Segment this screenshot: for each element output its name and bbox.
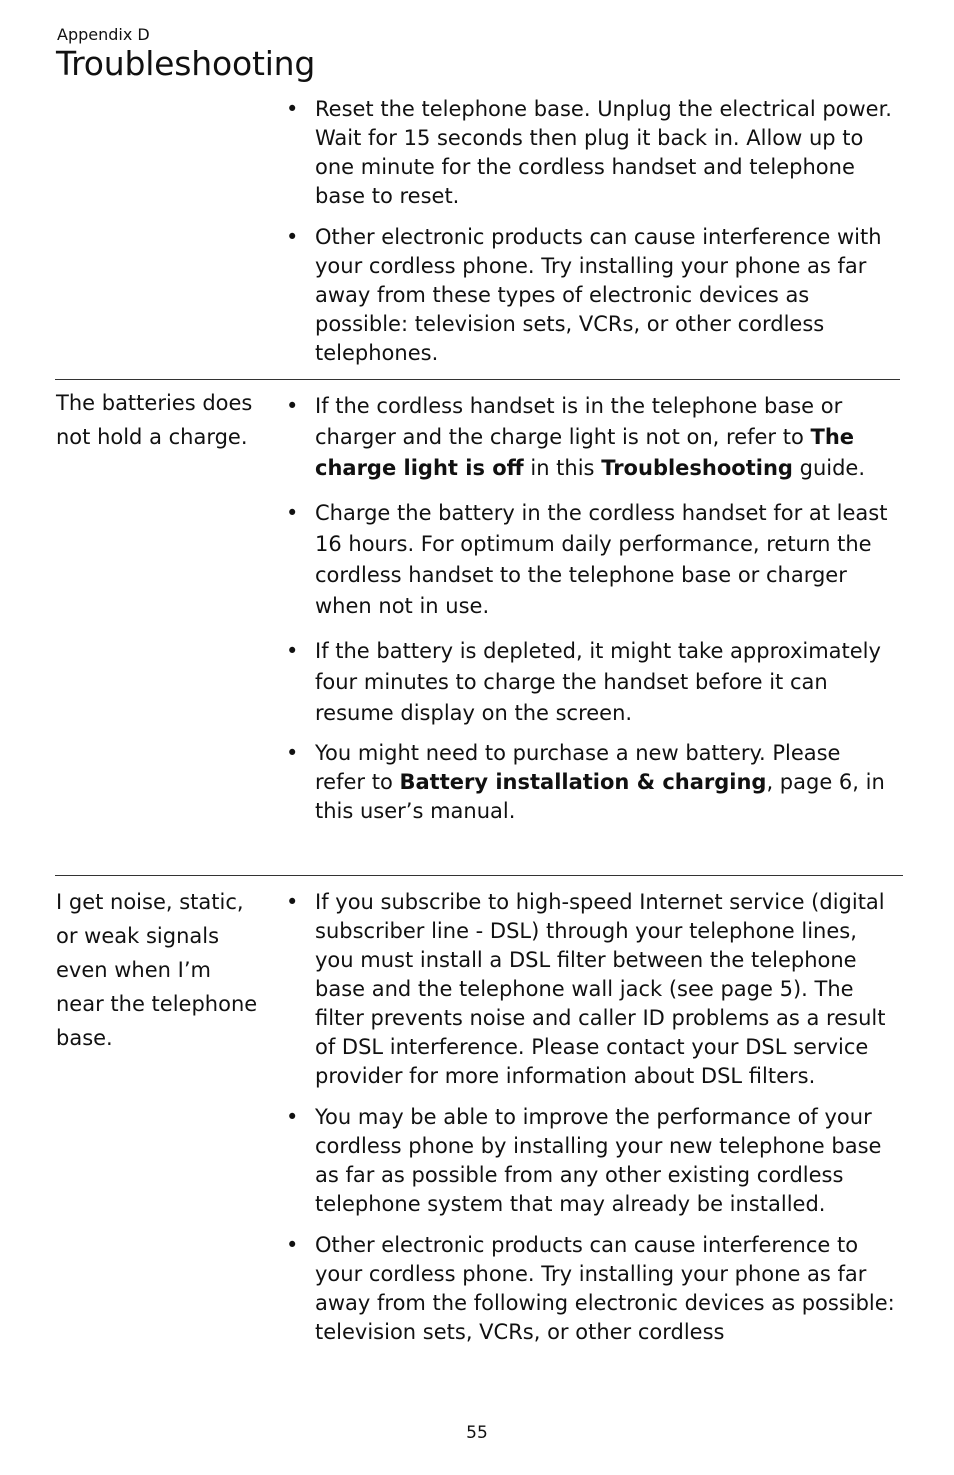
problem-text: The batteries does not hold a charge. [56,391,253,449]
bold-reference: Troubleshooting [601,456,793,480]
list-item [286,391,896,484]
bold-reference: The charge light is off [315,425,855,480]
list-item [286,498,896,622]
list-item [286,95,896,211]
list-item [286,739,896,826]
list-item [286,1231,896,1347]
bullet-text: You might need to purchase a new battery. Please refer to [315,741,841,794]
bullet-icon: • [286,97,299,121]
bullet-icon: • [286,1105,299,1129]
problem-text: I get noise, static, or weak signals even when I’m near the telephone base. [56,890,258,1050]
section-divider [55,875,903,876]
page-number: 55 [466,1423,488,1443]
bullet-text: in this [523,456,602,480]
noise-bullet-list [286,888,896,1347]
bullet-text: Other electronic products can cause interference with your cordless phone. Try installing your phone as far away from these types of electronic devices as possible: television sets, VCRs, or other cordless telephones. [315,225,882,365]
bullet-icon: • [286,741,299,765]
list-item [286,223,896,368]
bullet-icon: • [286,225,299,249]
batteries-bullet-list [286,391,896,826]
bullet-icon: • [286,890,299,914]
appendix-label: Appendix D [57,25,150,44]
bullet-text: , page 6, in this user’s manual. [315,770,885,823]
bullet-icon: • [286,394,299,418]
list-item [286,1103,896,1219]
bullet-text: Other electronic products can cause interference to your cordless phone. Try installing your phone as far away from the following electronic devices as possible: television sets, VCRs, or other cordless [315,1233,895,1344]
bullet-icon: • [286,639,299,663]
page-title: Troubleshooting [56,44,316,83]
list-item [286,636,896,729]
bullet-text: Charge the battery in the cordless handset for at least 16 hours. For optimum daily performance, return the cordless handset to the telephone base or charger when not in use. [315,501,888,618]
bullet-icon: • [286,1233,299,1257]
bullet-text: If the cordless handset is in the telephone base or charger and the charge light is not on, refer to [315,394,843,449]
bold-reference: Battery installation & charging [399,770,767,794]
bullet-text: guide. [792,456,866,480]
list-item [286,888,896,1091]
bullet-text: If you subscribe to high-speed Internet service (digital subscriber line - DSL) through your telephone lines, you must install a DSL filter between the telephone base and the telephone wall jack (see page 5). The filter prevents noise and caller ID problems as a result of DSL interference. Please contact your DSL service provider for more information about DSL filters. [315,890,886,1088]
bullet-text: If the battery is depleted, it might take approximately four minutes to charge the handset before it can resume display on the screen. [315,639,881,725]
bullet-icon: • [286,501,299,525]
top-bullet-list [286,95,896,368]
section-divider [55,379,900,380]
bullet-text: You may be able to improve the performance of your cordless phone by installing your new telephone base as far as possible from any other existing cordless telephone system that may already be installed. [315,1105,882,1216]
bullet-text: Reset the telephone base. Unplug the electrical power. Wait for 15 seconds then plug it back in. Allow up to one minute for the cordless handset and telephone base to reset. [315,97,892,208]
